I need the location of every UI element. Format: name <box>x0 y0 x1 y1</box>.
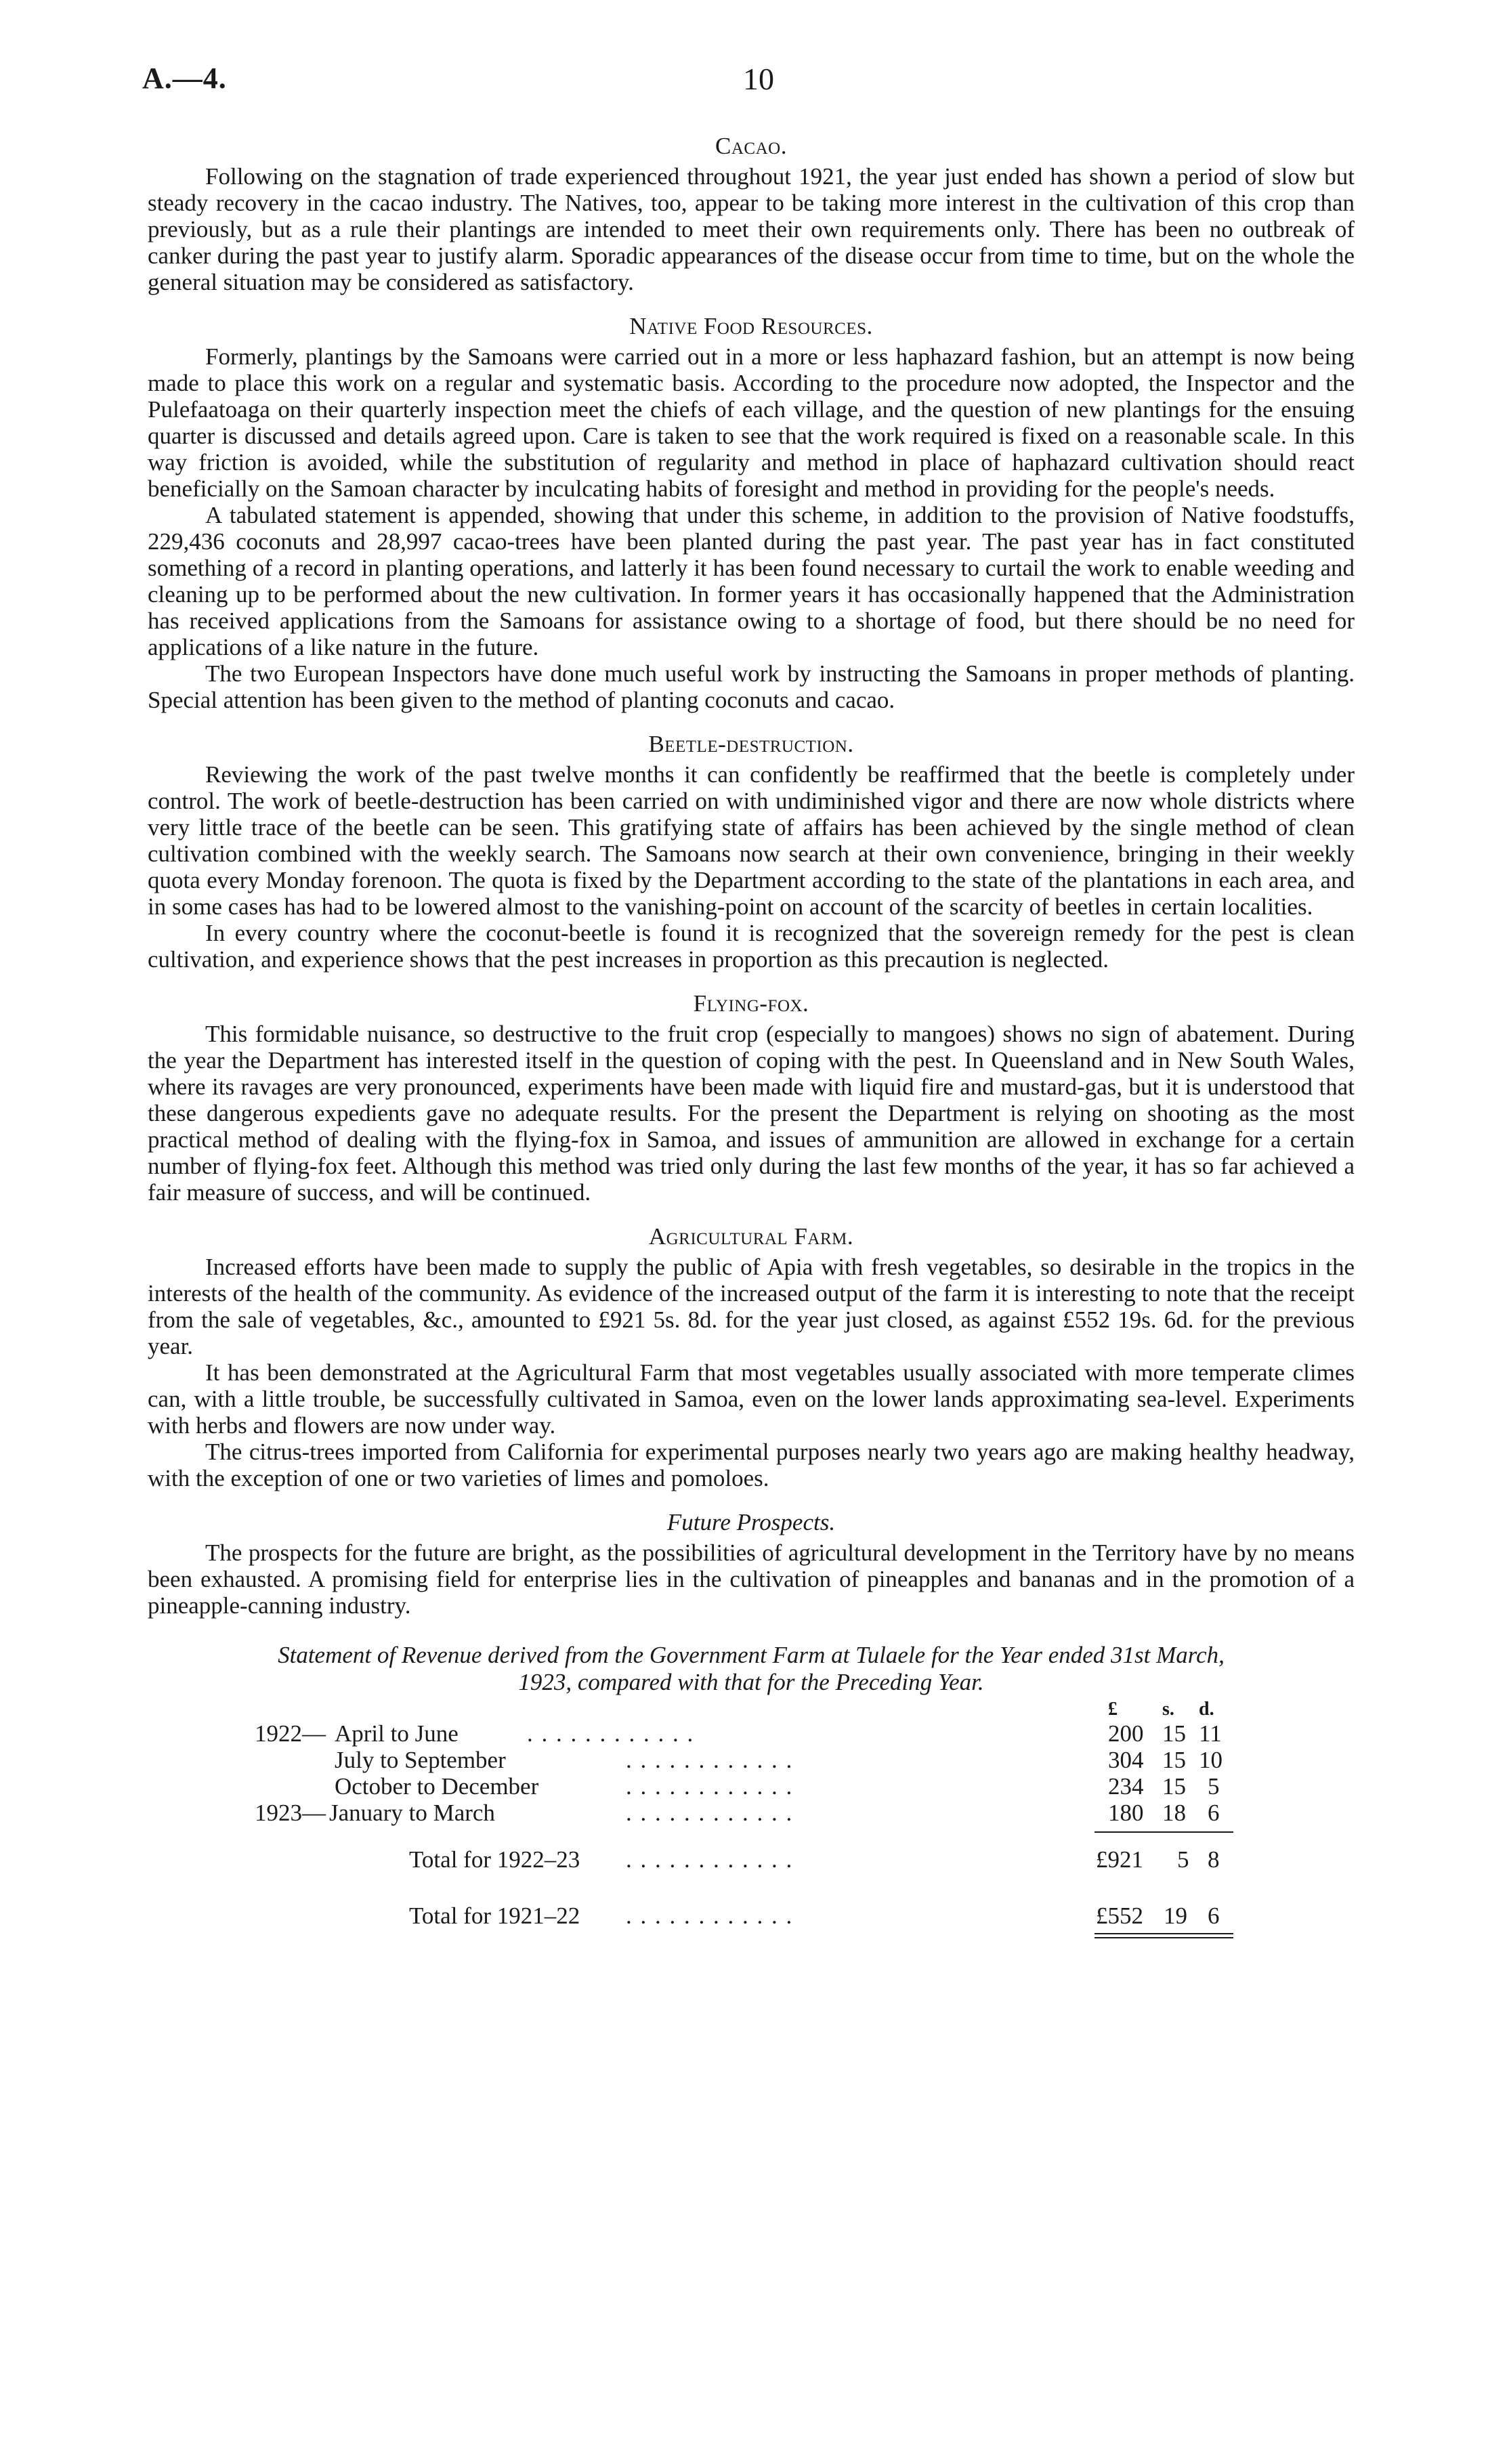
dot-leader: . . . . . . . . . . . . <box>626 1773 794 1800</box>
page-number: 10 <box>743 62 774 96</box>
row-period: January to March <box>329 1800 495 1826</box>
section-heading-cacao: Cacao. <box>715 133 787 159</box>
document-reference: A.—4. <box>142 62 227 95</box>
row-pounds: 234 <box>1108 1773 1144 1800</box>
row-pence: 6 <box>1208 1800 1220 1826</box>
row-period: October to December <box>335 1773 539 1800</box>
section-heading-flying-fox: Flying-fox. <box>693 990 809 1017</box>
row-period: April to June <box>335 1720 459 1747</box>
section-heading-agricultural-farm: Agricultural Farm. <box>648 1223 854 1250</box>
row-pence: 5 <box>1208 1773 1220 1800</box>
total-pounds: £552 <box>1096 1903 1143 1929</box>
row-shillings: 15 <box>1162 1773 1186 1800</box>
total-pence: 8 <box>1208 1846 1220 1873</box>
row-pounds: 304 <box>1108 1747 1144 1773</box>
section-heading-beetle: Beetle-destruction. <box>648 731 854 757</box>
row-pounds: 180 <box>1108 1800 1144 1826</box>
row-pence: 11 <box>1199 1720 1222 1747</box>
header-pence: d. <box>1199 1699 1214 1720</box>
dot-leader: . . . . . . . . . . . . <box>626 1747 794 1773</box>
statement-title-line-1: Statement of Revenue derived from the Government Farm at Tulaele for the Year ended 31st March, <box>278 1642 1225 1668</box>
paragraph: This formidable nuisance, so destructive to the fruit crop (especially to mangoes) shows no sign of abatement. During the year the Department has interested itself in the question of coping with the pest. In Queensland and in New South Wales, where its ravages are very pronounced, experiments have been made with liquid fire and mustard-gas, but it is understood that these dangerous expedients gave no adequate results. For the present the Department is relying on shooting as the most practical method of dealing with the flying-fox in Samoa, and issues of ammunition are allowed in exchange for a certain number of flying-fox feet. Although this method was tried only during the last few months of the year, it has so far achieved a fair measure of success, and will be continued. <box>148 1021 1355 1206</box>
dot-leader: . . . . . . . . . . . . <box>626 1800 794 1826</box>
paragraph: The citrus-trees imported from California for experimental purposes nearly two years ago are making healthy headway, with the exception of one or two varieties of limes and pomoloes. <box>148 1439 1355 1491</box>
paragraph: A tabulated statement is appended, showing that under this scheme, in addition to the provision of Native foodstuffs, 229,436 coconuts and 28,997 cacao-trees have been planted during the past year. The past year has in fact constituted something of a record in planting operations, and latterly it has been found necessary to curtail the work to enable weeding and cleaning up to be performed about the new cultivation. In former years it has occasionally happened that the Administration has received applications from the Samoans for assistance owing to a shortage of food, but there should be no need for applications of a like nature in the future. <box>148 502 1355 660</box>
revenue-table <box>148 1696 1355 1967</box>
statement-title <box>148 1642 1355 1696</box>
dot-leader: . . . . . . . . . . . . <box>527 1720 695 1747</box>
dot-leader: . . . . . . . . . . . . <box>626 1903 794 1929</box>
section-heading-native-food: Native Food Resources. <box>629 313 873 339</box>
row-pence: 10 <box>1199 1747 1223 1773</box>
row-shillings: 18 <box>1162 1800 1186 1826</box>
double-rule-top <box>1094 1933 1233 1934</box>
section-heading-future-prospects: Future Prospects. <box>666 1509 836 1535</box>
total-pence: 6 <box>1208 1903 1220 1929</box>
total-pounds: £921 <box>1096 1846 1143 1873</box>
total-label: Total for 1921–22 <box>409 1903 580 1929</box>
paragraph: Formerly, plantings by the Samoans were carried out in a more or less haphazard fashion, but an attempt is now being made to place this work on a regular and systematic basis. According to the procedure now adopted, the Inspector and the Pulefaatoaga on their quarterly inspection meet the chiefs of each village, and the question of new plantings for the ensuing quarter is discussed and details agreed upon. Care is taken to see that the work required is fixed on a reasonable scale. In this way friction is avoided, while the substitution of regularity and method in place of haphazard cultivation should react beneficially on the Samoan character by inculcating habits of foresight and method in providing for the people's needs. <box>148 343 1355 502</box>
header-shillings: s. <box>1162 1699 1174 1720</box>
row-year: 1923— <box>255 1800 326 1826</box>
paragraph: The two European Inspectors have done much useful work by instructing the Samoans in proper methods of planting. Special attention has been given to the method of planting coconuts and cacao. <box>148 660 1355 713</box>
statement-title-line-2: 1923, compared with that for the Preceding Year. <box>518 1669 984 1695</box>
page-header <box>142 61 1375 108</box>
paragraph: Reviewing the work of the past twelve months it can confidently be reaffirmed that the beetle is completely under control. The work of beetle-destruction has been carried on with undiminished vigor and there are now whole districts where very little trace of the beetle can be seen. This gratifying state of affairs has been achieved by the single method of clean cultivation combined with the weekly search. The Samoans now search at their own convenience, bringing in their weekly quota every Monday forenoon. The quota is fixed by the Department according to the state of the plantations in each area, and in some cases has had to be lowered almost to the vanishing-point on account of the scarcity of beetles in certain localities. <box>148 761 1355 920</box>
document-body <box>148 133 1355 1967</box>
row-shillings: 15 <box>1162 1747 1186 1773</box>
row-year: 1922— <box>255 1720 326 1747</box>
row-pounds: 200 <box>1108 1720 1144 1747</box>
row-period: July to September <box>335 1747 506 1773</box>
subtotal-rule <box>1094 1831 1233 1833</box>
total-shillings: 5 <box>1177 1846 1189 1873</box>
dot-leader: . . . . . . . . . . . . <box>626 1846 794 1873</box>
double-rule-bottom <box>1094 1937 1233 1938</box>
paragraph: It has been demonstrated at the Agricultural Farm that most vegetables usually associated with more temperate climes can, with a little trouble, be successfully cultivated in Samoa, even on the lower lands approximating sea-level. Experiments with herbs and flowers are now under way. <box>148 1359 1355 1439</box>
row-shillings: 15 <box>1162 1720 1186 1747</box>
total-label: Total for 1922–23 <box>409 1846 580 1873</box>
paragraph: The prospects for the future are bright, as the possibilities of agricultural development in the Territory have by no means been exhausted. A promising field for enterprise lies in the cultivation of pineapples and bananas and in the promotion of a pineapple-canning industry. <box>148 1539 1355 1619</box>
paragraph: Following on the stagnation of trade experienced throughout 1921, the year just ended has shown a period of slow but steady recovery in the cacao industry. The Natives, too, appear to be taking more interest in the cultivation of this crop than previously, but as a rule their plantings are intended to meet their own requirements only. There has been no outbreak of canker during the past year to justify alarm. Sporadic appearances of the disease occur from time to time, but on the whole the general situation may be considered as satisfactory. <box>148 163 1355 295</box>
paragraph: In every country where the coconut-beetle is found it is recognized that the sovereign remedy for the pest is clean cultivation, and experience shows that the pest increases in proportion as this precaution is neglected. <box>148 920 1355 973</box>
total-shillings: 19 <box>1164 1903 1187 1929</box>
header-pounds: £ <box>1108 1699 1118 1720</box>
paragraph: Increased efforts have been made to supply the public of Apia with fresh vegetables, so desirable in the tropics in the interests of the health of the community. As evidence of the increased output of the farm it is interesting to note that the receipt from the sale of vegetables, &c., amounted to £921 5s. 8d. for the year just closed, as against £552 19s. 6d. for the previous year. <box>148 1254 1355 1359</box>
